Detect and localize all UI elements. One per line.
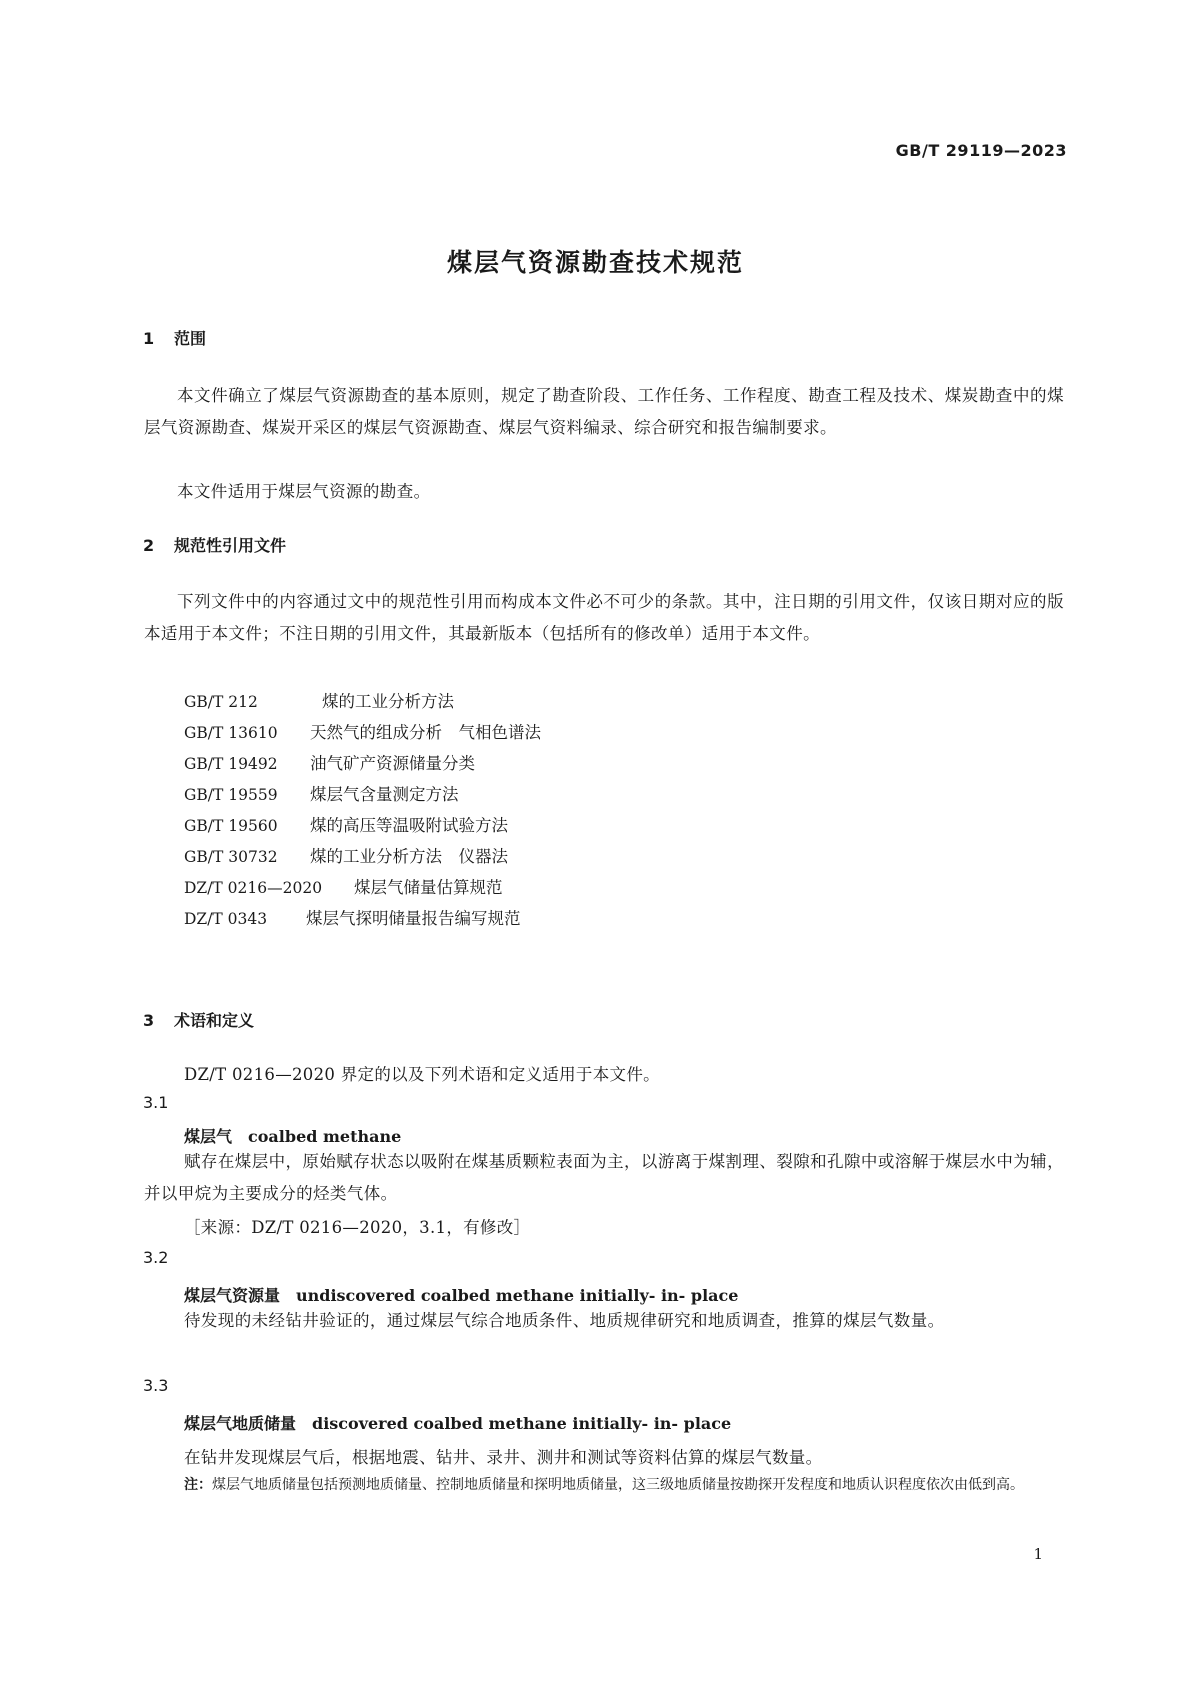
reference-code: DZ/T 0216—2020 [184, 879, 323, 897]
term-source: ［来源：DZ/T 0216—2020，3.1，有修改］ [184, 1218, 531, 1237]
reference-title: 煤的高压等温吸附试验方法 [310, 816, 508, 835]
term-number: 3.1 [143, 1093, 169, 1112]
term-zh: 煤层气资源量 [184, 1286, 281, 1305]
standard-code: GB/T 29119—2023 [895, 141, 1067, 160]
reference-item [184, 905, 521, 929]
reference-title: 油气矿产资源储量分类 [310, 754, 475, 773]
term-note [184, 1472, 1064, 1498]
note-label: 注： [184, 1477, 212, 1493]
section-number: 2 [143, 536, 155, 555]
reference-code: DZ/T 0343 [184, 910, 268, 928]
reference-item [184, 719, 541, 743]
term-heading [184, 1283, 738, 1306]
reference-title: 煤层气储量估算规范 [354, 878, 503, 897]
term-number: 3.2 [143, 1248, 169, 1267]
document-title: 煤层气资源勘查技术规范 [446, 248, 744, 277]
reference-item [184, 874, 503, 898]
note-text: 煤层气地质储量包括预测地质储量、控制地质储量和探明地质储量，这三级地质储量按勘探开发程度和地质认识程度依次由低到高。 [212, 1477, 1024, 1493]
section-title: 规范性引用文件 [174, 536, 287, 555]
section-2-heading [143, 533, 286, 556]
page-number: 1 [1033, 1545, 1043, 1563]
section-title: 术语和定义 [174, 1011, 255, 1030]
section-1-paragraph-1: 本文件确立了煤层气资源勘查的基本原则，规定了勘查阶段、工作任务、工作程度、勘查工程及技术、煤炭勘查中的煤层气资源勘查、煤炭开采区的煤层气资源勘查、煤层气资料编录、综合研究和报告编制要求。 [144, 386, 1064, 437]
section-number: 1 [143, 329, 155, 348]
section-number: 3 [143, 1011, 155, 1030]
section-2-paragraph: 下列文件中的内容通过文中的规范性引用而构成本文件必不可少的条款。其中，注日期的引用文件，仅该日期对应的版本适用于本文件；不注日期的引用文件，其最新版本（包括所有的修改单）适用于本文件。 [144, 592, 1064, 643]
reference-item [184, 812, 508, 836]
reference-title: 煤层气含量测定方法 [310, 785, 459, 804]
reference-item [184, 750, 475, 774]
section-1-paragraph-2: 本文件适用于煤层气资源的勘查。 [177, 482, 431, 501]
reference-code: GB/T 212 [184, 693, 258, 711]
section-1-heading [143, 326, 206, 349]
reference-title: 煤层气探明储量报告编写规范 [306, 909, 521, 928]
term-zh: 煤层气地质储量 [184, 1414, 297, 1433]
reference-code: GB/T 13610 [184, 724, 278, 742]
section-3-intro: DZ/T 0216—2020 界定的以及下列术语和定义适用于本文件。 [184, 1065, 660, 1084]
term-definition-text: 赋存在煤层中，原始赋存状态以吸附在煤基质颗粒表面为主，以游离于煤割理、裂隙和孔隙中或溶解于煤层水中为辅，并以甲烷为主要成分的烃类气体。 [144, 1152, 1064, 1203]
term-definition-text: 待发现的未经钻井验证的，通过煤层气综合地质条件、地质规律研究和地质调查，推算的煤层气数量。 [184, 1311, 945, 1330]
reference-item [184, 781, 459, 805]
reference-title: 天然气的组成分析 气相色谱法 [310, 723, 541, 742]
reference-title: 煤的工业分析方法 仪器法 [310, 847, 508, 866]
term-en: discovered coalbed methane initially- in- place [312, 1414, 732, 1433]
section-title: 范围 [174, 329, 207, 348]
reference-code: GB/T 19560 [184, 817, 278, 835]
reference-code: GB/T 30732 [184, 848, 278, 866]
term-definition-text: 在钻井发现煤层气后，根据地震、钻井、录井、测井和测试等资料估算的煤层气数量。 [184, 1448, 823, 1467]
reference-title: 煤的工业分析方法 [322, 692, 454, 711]
reference-item [184, 843, 508, 867]
term-heading [184, 1411, 731, 1434]
term-zh: 煤层气 [184, 1127, 233, 1146]
reference-item [184, 688, 454, 712]
term-heading [184, 1124, 401, 1147]
section-3-heading [143, 1008, 254, 1031]
term-en: undiscovered coalbed methane initially- in- place [296, 1286, 739, 1305]
reference-code: GB/T 19492 [184, 755, 278, 773]
term-en: coalbed methane [248, 1127, 402, 1146]
term-number: 3.3 [143, 1376, 169, 1395]
reference-code: GB/T 19559 [184, 786, 278, 804]
